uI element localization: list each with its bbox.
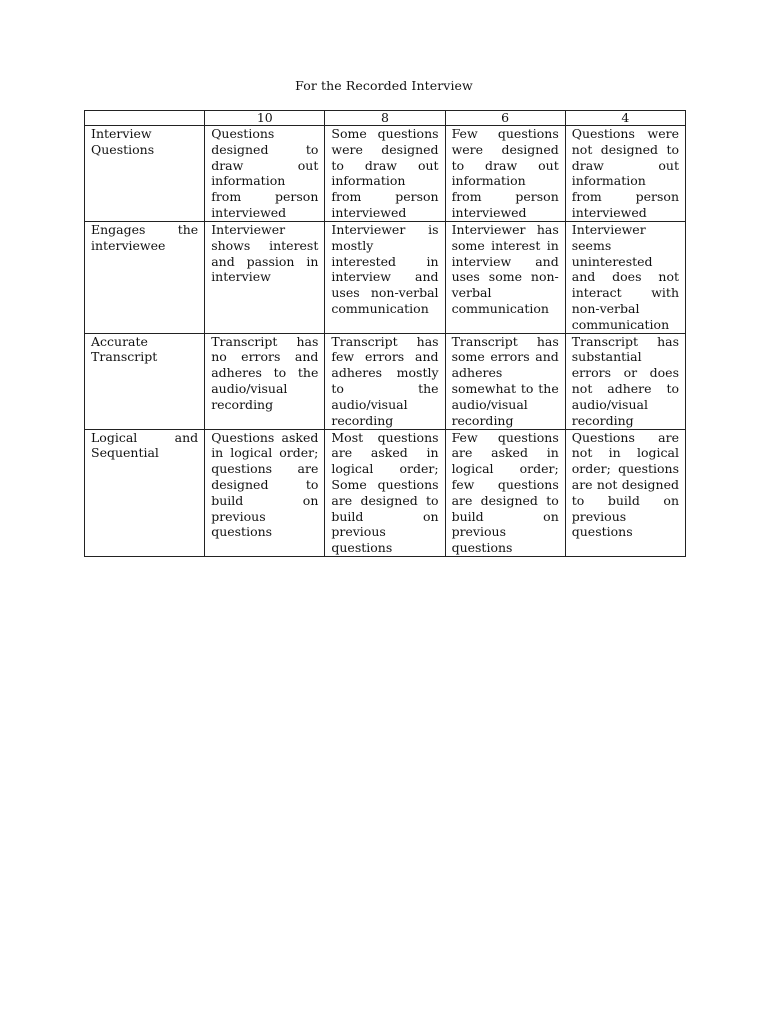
page-title: For the Recorded Interview <box>295 78 473 93</box>
table-cell <box>325 429 445 556</box>
table-cell <box>205 333 325 429</box>
table-cell <box>565 333 685 429</box>
cell-text: Most questions are asked in logical order; Some questions are designed to build on previous questions <box>331 429 439 556</box>
criterion-cell <box>85 429 205 556</box>
table-cell <box>205 126 325 222</box>
cell-text: Transcript has no errors and adheres to the audio/visual recording <box>211 333 319 412</box>
cell-text: Questions designed to draw out information from person interviewed <box>211 126 319 220</box>
table-cell <box>565 126 685 222</box>
table-cell <box>445 222 565 334</box>
cell-text: Interviewer has some interest in interview and uses some non-verbal communication <box>451 222 559 316</box>
table-cell <box>565 222 685 334</box>
table-row <box>85 333 686 429</box>
cell-text: Questions are not in logical order; questions are not designed to build on previous questions <box>571 429 679 540</box>
cell-text: Transcript has substantial errors or does not adhere to audio/visual recording <box>571 333 679 428</box>
criterion-cell <box>85 126 205 222</box>
cell-text: Interviewer is mostly interested in interview and uses non-verbal communication <box>331 222 439 316</box>
table-cell <box>445 126 565 222</box>
table-row <box>85 222 686 334</box>
table-cell <box>325 333 445 429</box>
rubric-table <box>84 110 686 557</box>
criterion-cell <box>85 222 205 334</box>
table-cell <box>325 126 445 222</box>
criterion-cell <box>85 333 205 429</box>
header-row <box>85 111 686 126</box>
table-cell <box>445 333 565 429</box>
table-cell <box>205 222 325 334</box>
cell-text: Interviewer shows interest and passion in interview <box>211 222 319 285</box>
criterion-label: Engages the interviewee <box>91 222 199 253</box>
table-cell <box>325 222 445 334</box>
criterion-label: Interview Questions <box>91 126 155 157</box>
cell-text: Questions asked in logical order; questions are designed to build on previous questions <box>211 429 319 540</box>
header-cell-score-6: 6 <box>445 111 565 126</box>
table-cell <box>205 429 325 556</box>
cell-text: Transcript has few errors and adheres mostly to the audio/visual recording <box>331 333 439 428</box>
header-cell-score-10: 10 <box>205 111 325 126</box>
table-cell <box>565 429 685 556</box>
table-row <box>85 126 686 222</box>
cell-text: Questions were not designed to draw out information from person interviewed <box>571 126 679 220</box>
header-cell-score-4: 4 <box>565 111 685 126</box>
criterion-label: Logical and Sequential <box>91 429 199 461</box>
table-row <box>85 429 686 556</box>
cell-text: Some questions were designed to draw out information from person interviewed <box>331 126 439 220</box>
criterion-label: Accurate Transcript <box>91 333 158 365</box>
cell-text: Few questions are asked in logical order; few questions are designed to build on previous questions <box>451 429 559 556</box>
header-cell-empty <box>85 111 205 126</box>
cell-text: Few questions were designed to draw out information from person interviewed <box>451 126 559 220</box>
cell-text: Interviewer seems uninterested and does not interact with non-verbal communication <box>571 222 679 332</box>
header-cell-score-8: 8 <box>325 111 445 126</box>
table-cell <box>445 429 565 556</box>
cell-text: Transcript has some errors and adheres somewhat to the audio/visual recording <box>451 333 559 428</box>
